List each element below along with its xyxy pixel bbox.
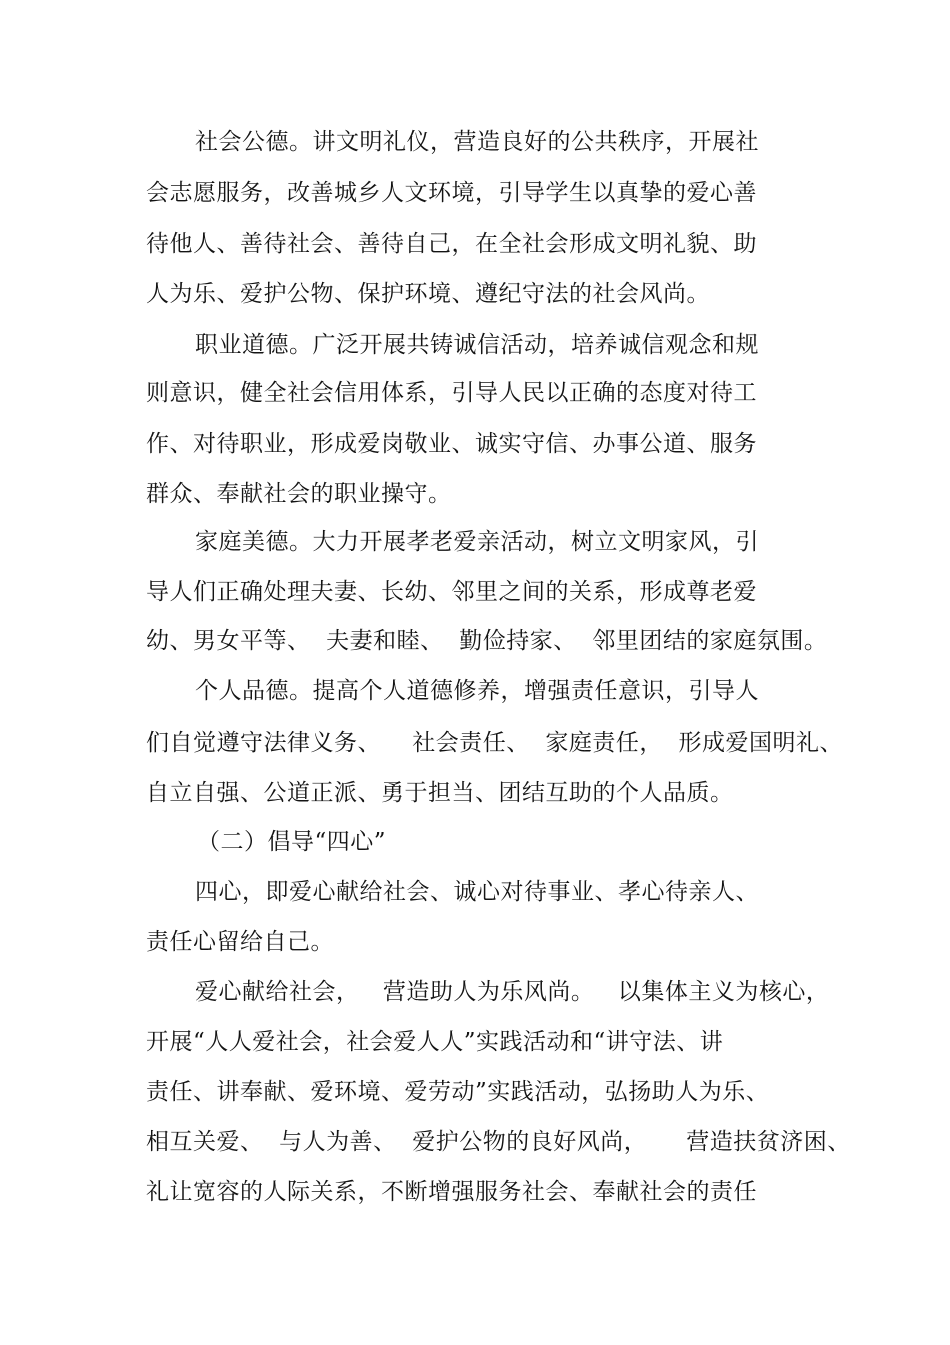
paragraph-social-morality-line-2: 会志愿服务，改善城乡人文环境，引导学生以真挚的爱心善 bbox=[146, 180, 757, 206]
paragraph-social-morality-line-3: 待他人、善待社会、善待自己，在全社会形成文明礼貌、助 bbox=[146, 231, 757, 257]
paragraph-professional-ethics-line-3: 作、对待职业，形成爱岗敬业、诚实守信、办事公道、服务 bbox=[146, 431, 757, 457]
paragraph-love-society-line-2: 开展“人人爱社会，社会爱人人”实践活动和“讲守法、讲 bbox=[146, 1029, 724, 1055]
paragraph-love-society-line-3: 责任、讲奉献、爱环境、爱劳动”实践活动，弘扬助人为乐、 bbox=[146, 1079, 770, 1105]
section-heading: （二）倡导“四心” bbox=[197, 829, 387, 855]
paragraph-personal-character-line-3: 自立自强、公道正派、勇于担当、团结互助的个人品质。 bbox=[146, 780, 734, 806]
paragraph-social-morality-line-1: 社会公德。讲文明礼仪，营造良好的公共秩序，开展社 bbox=[195, 129, 759, 155]
paragraph-love-society-line-1: 爱心献给社会， 营造助人为乐风尚。 以集体主义为核心， bbox=[195, 979, 830, 1005]
paragraph-professional-ethics-line-1: 职业道德。广泛开展共铸诚信活动，培养诚信观念和规 bbox=[195, 332, 759, 358]
paragraph-four-hearts-line-2: 责任心留给自己。 bbox=[146, 929, 334, 955]
paragraph-social-morality-line-4: 人为乐、爱护公物、保护环境、遵纪守法的社会风尚。 bbox=[146, 281, 710, 307]
paragraph-family-virtue-line-3: 幼、男女平等、 夫妻和睦、 勤俭持家、 邻里团结的家庭氛围。 bbox=[146, 628, 828, 654]
paragraph-love-society-line-4: 相互关爱、 与人为善、 爱护公物的良好风尚， 营造扶贫济困、 bbox=[146, 1129, 851, 1155]
paragraph-love-society-line-5: 礼让宽容的人际关系，不断增强服务社会、奉献社会的责任 bbox=[146, 1179, 757, 1205]
paragraph-professional-ethics-line-4: 群众、奉献社会的职业操守。 bbox=[146, 481, 452, 507]
paragraph-family-virtue-line-2: 导人们正确处理夫妻、长幼、邻里之间的关系，形成尊老爱 bbox=[146, 579, 757, 605]
paragraph-four-hearts-line-1: 四心，即爱心献给社会、诚心对待事业、孝心待亲人、 bbox=[195, 879, 759, 905]
paragraph-personal-character-line-2: 们自觉遵守法律义务、 社会责任、 家庭责任， 形成爱国明礼、 bbox=[146, 730, 843, 756]
paragraph-professional-ethics-line-2: 则意识，健全社会信用体系，引导人民以正确的态度对待工 bbox=[146, 380, 757, 406]
paragraph-family-virtue-line-1: 家庭美德。大力开展孝老爱亲活动，树立文明家风，引 bbox=[195, 529, 759, 555]
paragraph-personal-character-line-1: 个人品德。提高个人道德修养，增强责任意识，引导人 bbox=[195, 678, 759, 704]
